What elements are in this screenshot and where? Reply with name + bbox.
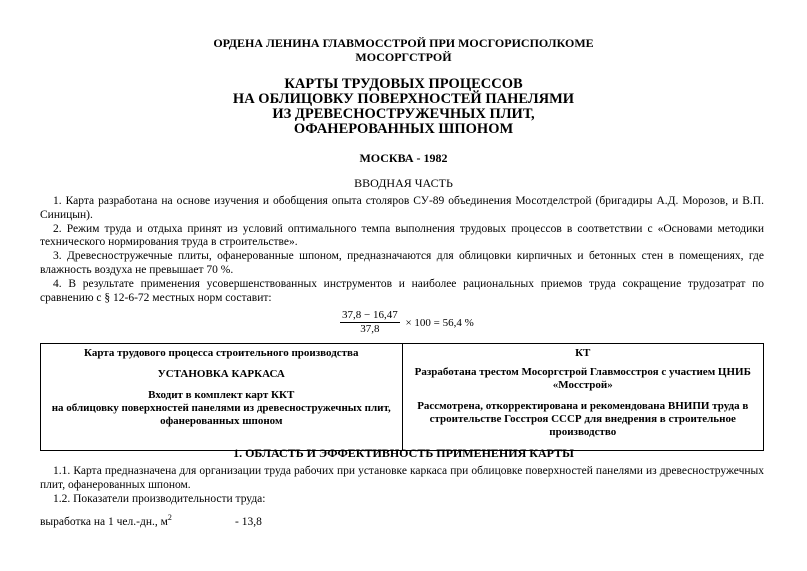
card-developer: Разработана трестом Мосоргстрой Главмосстроя с участием ЦНИБ «Мосстрой» (414, 366, 751, 391)
output-label: выработка на 1 чел.-дн., м (40, 515, 168, 528)
card-info-left-cell (41, 344, 403, 451)
intro-paragraph-3: 3. Древесностружечные плиты, офанерованные шпоном, предназначаются для облицовки кирпичных и бетонных стен в помещениях, где влажность воздуха не превышает 70 %. (40, 250, 764, 276)
formula-fraction (340, 309, 400, 336)
output-unit-superscript: 2 (167, 513, 172, 522)
intro-heading: ВВОДНАЯ ЧАСТЬ (354, 176, 453, 190)
title-line-2: НА ОБЛИЦОВКУ ПОВЕРХНОСТЕЙ ПАНЕЛЯМИ (232, 91, 575, 107)
title-line-1: КАРТЫ ТРУДОВЫХ ПРОЦЕССОВ (284, 76, 523, 92)
card-info-row (41, 344, 764, 451)
intro-paragraphs (40, 195, 764, 305)
title-line-3: ИЗ ДРЕВЕСНОСТРУЖЕЧНЫХ ПЛИТ, (272, 106, 535, 122)
section-1-paragraphs (40, 465, 764, 506)
card-code: КТ (575, 347, 591, 359)
document-title (0, 77, 807, 137)
formula-numerator: 37,8 − 16,47 (342, 309, 398, 321)
card-approval: Рассмотрена, откорректирована и рекомендована ВНИПИ труда в строительстве Госстроя СССР для внедрения в строительное производство (417, 400, 749, 438)
org-line-1: ОРДЕНА ЛЕНИНА ГЛАВМОССТРОЙ ПРИ МОСГОРИСПОЛКОМЕ (213, 36, 594, 50)
card-process-title: УСТАНОВКА КАРКАСА (157, 368, 285, 380)
output-label-wrap (40, 511, 235, 529)
intro-paragraph-1: 1. Карта разработана на основе изучения и обобщения опыта столяров СУ-89 объединения Мосотделстрой (бригадиры А.Д. Морозов, и В.П. Синицын). (40, 195, 764, 221)
card-set-label: Входит в комплект карт ККТ (148, 389, 295, 401)
formula-denominator: 37,8 (360, 323, 380, 335)
section-1-heading: 1. ОБЛАСТЬ И ЭФФЕКТИВНОСТЬ ПРИМЕНЕНИЯ КАРТЫ (233, 446, 574, 460)
org-line-2: МОСОРГСТРОЙ (355, 50, 452, 64)
card-info-right-cell (402, 344, 764, 451)
section-1-paragraph-2: 1.2. Показатели производительности труда: (53, 492, 266, 505)
savings-formula (340, 309, 474, 336)
output-indicator-row (40, 511, 440, 529)
section-1-paragraph-1: 1.1. Карта предназначена для организации труда рабочих при установке каркаса при облицовке поверхностей панелями из древесностружечных плит, офанерованных шпоном. (40, 465, 764, 491)
organization-header (0, 36, 807, 64)
card-process-label: Карта трудового процесса строительного производства (83, 347, 359, 359)
card-info-table (40, 343, 764, 451)
title-line-4: ОФАНЕРОВАННЫХ ШПОНОМ (293, 121, 514, 137)
city-year: МОСКВА - 1982 (359, 151, 448, 165)
output-value: - 13,8 (235, 515, 262, 528)
intro-paragraph-4: 4. В результате применения усовершенствованных инструментов и наиболее рациональных приемов труда сокращение трудозатрат по сравнению с § 12-6-72 местных норм составит: (40, 277, 764, 304)
formula-result: × 100 = 56,4 % (405, 316, 474, 329)
intro-paragraph-2: 2. Режим труда и отдыха принят из условий оптимального темпа выполнения трудовых процессов в соответствии с «Основами методики технического нормирования труда в строительстве». (40, 222, 764, 249)
card-set-description: на облицовку поверхностей панелями из древесностружечных плит, офанерованных шпоном (51, 402, 391, 427)
